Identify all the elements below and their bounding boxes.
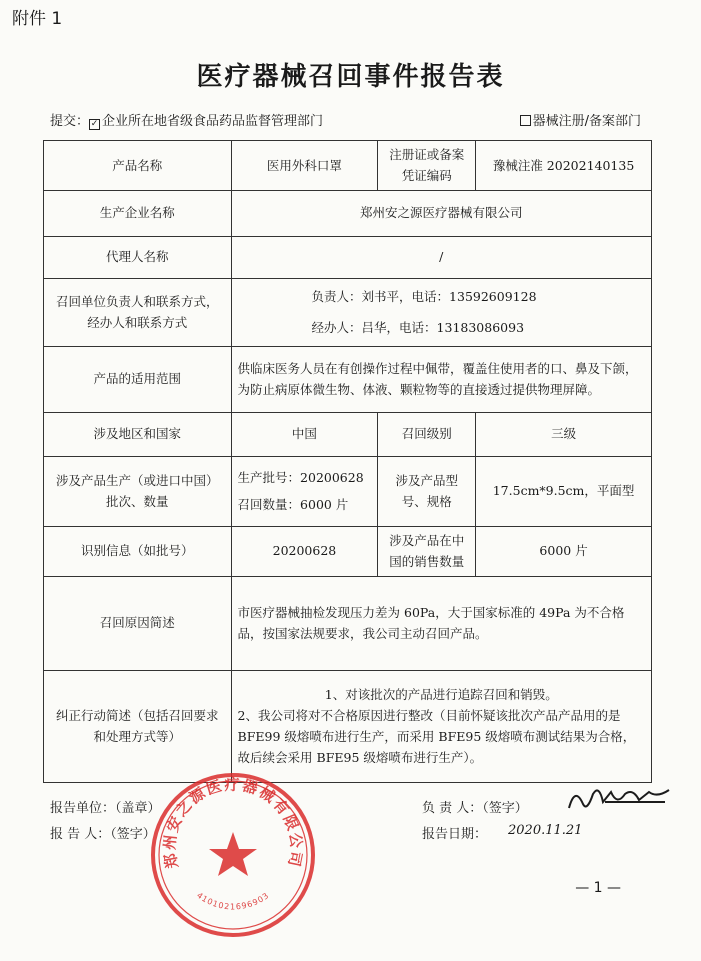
table-row [44,576,652,670]
report-date-handwritten: 2020.11.21 [508,823,583,838]
submit-option-device [520,110,641,129]
ident-value: 20200628 [231,526,378,576]
product-name-value: 医用外科口罩 [231,141,378,191]
seal-company-text: 郑州安之源医疗器械有限公司 [160,775,306,870]
contact-handler: 经办人：吕华，电话：13183086093 [311,320,525,335]
company-seal [148,770,318,940]
report-date-label: 报告日期： [422,827,488,842]
table-row [44,190,652,236]
action-label: 纠正行动简述（包括召回要求和处理方式等） [44,670,232,782]
action-item-2: 2、我公司将对不合格原因进行整改（目前怀疑该批次产品产品用的是 BFE99 级熔喷布进行生产，而采用 BFE95 级熔喷布测试结果为合格，故后续会采用 BFE95 级熔喷布进行生产）。 [237,707,636,766]
unchecked-box-icon[interactable] [520,115,531,126]
signature-mark [565,782,675,818]
agent-label: 代理人名称 [44,236,232,278]
table-row [44,456,652,526]
submit-option-provincial: 企业所在地省级食品药品监督管理部门 [102,114,324,129]
page-number: — 1 — [575,880,621,896]
reg-no-label: 注册证或备案凭证编码 [378,141,476,191]
submit-label: 提交： [50,114,90,129]
contact-responsible: 负责人：刘书平，电话：13592609128 [311,288,537,304]
batch-value [231,456,378,526]
manufacturer-value: 郑州安之源医疗器械有限公司 [231,190,651,236]
contact-label: 召回单位负责人和联系方式，经办人和联系方式 [44,278,232,346]
seal-code-text: 4101021696903 [195,890,271,912]
region-label: 涉及地区和国家 [44,412,232,456]
reason-value: 市医疗器械抽检发现压力差为 60Pa，大于国家标准的 49Pa 为不合格品，按国家法规要求，我公司主动召回产品。 [231,576,651,670]
attachment-label: 附件 1 [12,9,63,29]
region-value: 中国 [231,412,378,456]
ident-label: 识别信息（如批号） [44,526,232,576]
action-value [231,670,651,782]
level-label: 召回级别 [378,412,476,456]
checked-box-icon[interactable]: ✓ [90,119,99,129]
report-unit-label: 报告单位：（盖章） [50,801,161,816]
batch-label: 涉及产品生产（或进口中国）批次、数量 [44,456,232,526]
action-item-1: 1、对该批次的产品进行追踪召回和销毁。 [324,686,558,702]
model-value: 17.5cm*9.5cm，平面型 [476,456,652,526]
reg-no-value: 豫械注准 20202140135 [476,141,652,191]
table-row [44,236,652,278]
table-row [44,526,652,576]
seal-star-icon [209,832,257,876]
table-row [44,141,652,191]
agent-value: / [231,236,651,278]
product-name-label: 产品名称 [44,141,232,191]
table-row [44,670,652,782]
table-row [44,278,652,346]
submit-option-device-label: 器械注册/备案部门 [532,114,641,129]
reporter-label: 报 告 人：（签字） [50,827,156,842]
scope-value: 供临床医务人员在有创操作过程中佩带，覆盖住使用者的口、鼻及下颌，为防止病原体微生物、体液、颗粒物等的直接透过提供物理屏障。 [231,346,651,412]
manufacturer-label: 生产企业名称 [44,190,232,236]
sales-label: 涉及产品在中国的销售数量 [378,526,476,576]
contact-value [231,278,651,346]
reason-label: 召回原因简述 [44,576,232,670]
scope-label: 产品的适用范围 [44,346,232,412]
recall-report-table [43,140,652,783]
responsible-label: 负 责 人：（签字） [422,801,528,816]
submit-line [50,110,323,129]
table-row [44,412,652,456]
level-value: 三级 [476,412,652,456]
page-title: 医疗器械召回事件报告表 [196,62,505,92]
sales-value: 6000 片 [476,526,652,576]
table-row [44,346,652,412]
model-label: 涉及产品型号、规格 [378,456,476,526]
batch-quantity: 召回数量：6000 片 [237,497,349,512]
batch-number: 生产批号：20200628 [237,469,364,485]
